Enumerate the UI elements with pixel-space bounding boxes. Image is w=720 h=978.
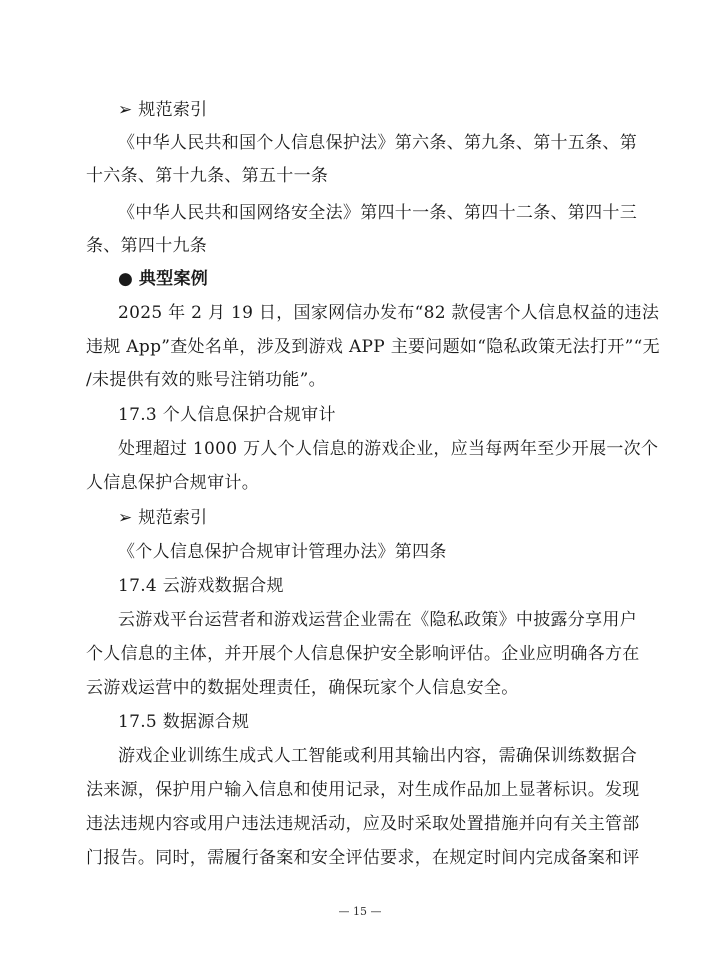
arrow-icon: ➢ bbox=[118, 508, 133, 528]
section-17-5-text-line-3: 违法违规内容或用户违法违规活动，应及时采取处置措施并向有关主管部 bbox=[86, 814, 640, 834]
reference-text-1-line-2: 十六条、第十九条、第五十一条 bbox=[86, 166, 329, 186]
section-17-4-text-line-3: 云游戏运营中的数据处理责任，确保玩家个人信息安全。 bbox=[86, 678, 519, 698]
case-text-line-1: 2025 年 2 月 19 日，国家网信办发布“82 款侵害个人信息权益的违法 bbox=[118, 303, 660, 323]
case-heading: ● 典型案例 bbox=[118, 269, 209, 289]
section-17-5-text-line-1: 游戏企业训练生成式人工智能或利用其输出内容，需确保训练数据合 bbox=[118, 746, 637, 766]
arrow-icon: ➢ bbox=[118, 100, 133, 120]
bullet-icon: ● bbox=[118, 269, 134, 289]
section-17-3-text-line-1: 处理超过 1000 万人个人信息的游戏企业，应当每两年至少开展一次个 bbox=[118, 439, 659, 459]
reference-text-3: 《个人信息保护合规审计管理办法》第四条 bbox=[118, 542, 447, 562]
section-17-4-text-line-1: 云游戏平台运营者和游戏运营企业需在《隐私政策》中披露分享用户 bbox=[118, 610, 637, 630]
section-17-5-text-line-2: 法来源，保护用户输入信息和使用记录，对生成作品加上显著标识。发现 bbox=[86, 780, 640, 800]
reference-text-2-line-1: 《中华人民共和国网络安全法》第四十一条、第四十二条、第四十三 bbox=[118, 203, 637, 223]
reference-text-2-line-2: 条、第四十九条 bbox=[86, 236, 208, 256]
reference-header-2: ➢ 规范索引 bbox=[118, 508, 208, 528]
section-17-4-heading: 17.4 云游戏数据合规 bbox=[118, 576, 284, 596]
case-text-line-3: /未提供有效的账号注销功能”。 bbox=[86, 370, 326, 390]
section-17-5-heading: 17.5 数据源合规 bbox=[118, 712, 250, 732]
case-text-line-2: 违规 App”查处名单，涉及到游戏 APP 主要问题如“隐私政策无法打开”“无 bbox=[86, 337, 660, 357]
section-17-3-heading: 17.3 个人信息保护合规审计 bbox=[118, 405, 336, 425]
section-17-3-text-line-2: 人信息保护合规审计。 bbox=[86, 473, 259, 493]
section-17-5-text-line-4: 门报告。同时，需履行备案和安全评估要求，在规定时间内完成备案和评 bbox=[86, 848, 640, 868]
reference-header-1: ➢ 规范索引 bbox=[118, 100, 208, 120]
page-number: — 15 — bbox=[338, 905, 382, 918]
reference-text-1-line-1: 《中华人民共和国个人信息保护法》第六条、第九条、第十五条、第 bbox=[118, 133, 637, 153]
section-17-4-text-line-2: 个人信息的主体，并开展个人信息保护安全影响评估。企业应明确各方在 bbox=[86, 644, 640, 664]
